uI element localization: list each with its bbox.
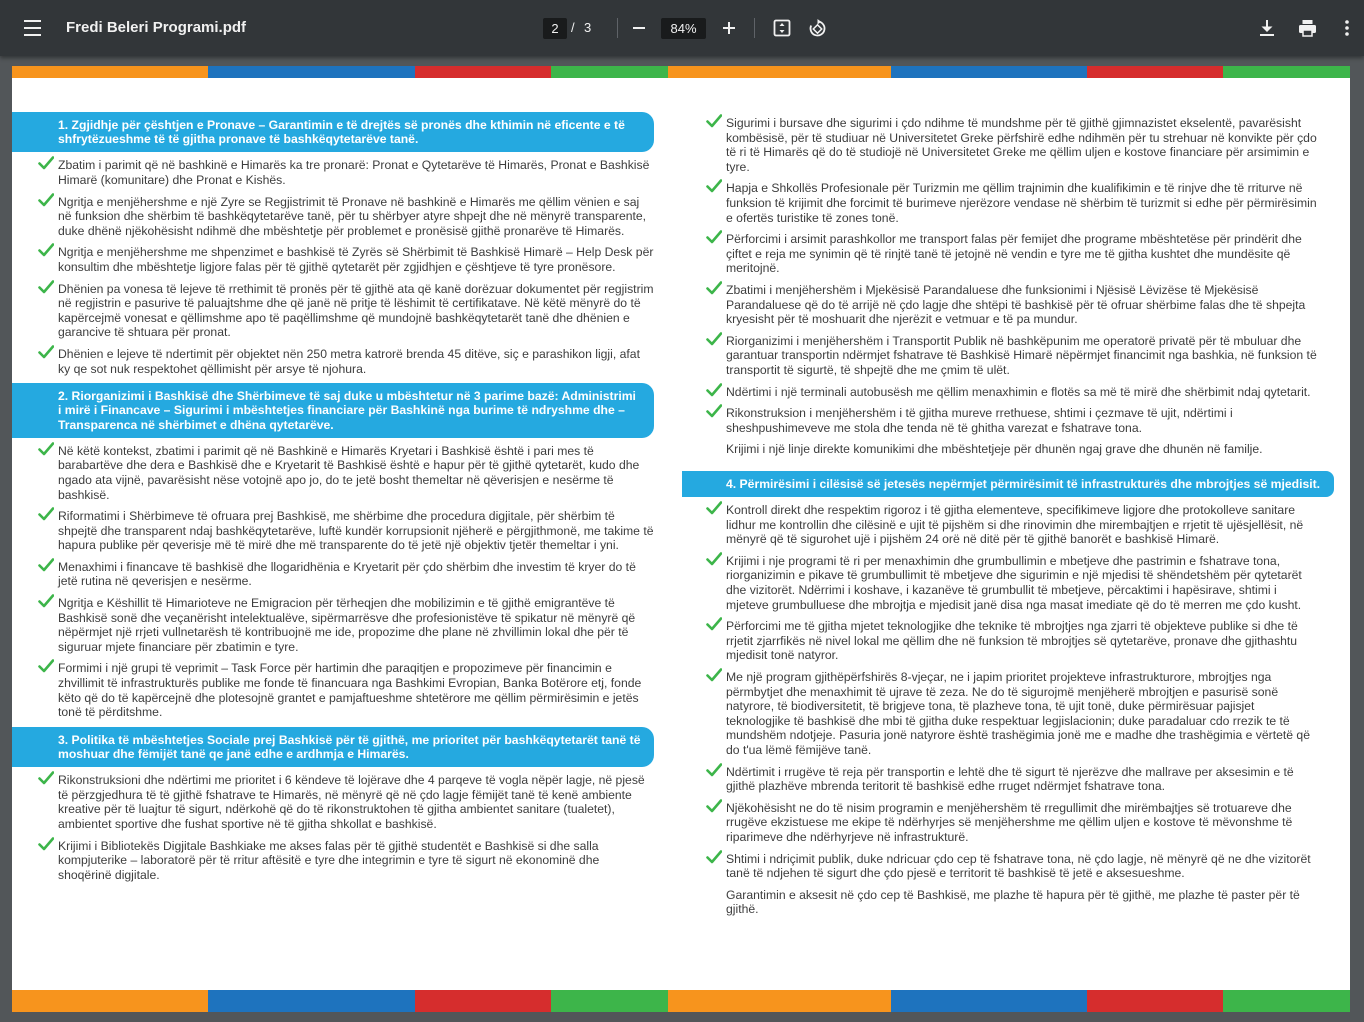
list-item [682,554,1322,612]
list-item-text: Përforcimi i arsimit parashkollor me transport falas për femijet dhe programe mbështetëse për prindërit dhe çiftet e reja me synimin që të rinjtë tanë të jetojnë në vendin e tyre me të gjitha kushtet dhe mundësite që meritojnë. [726,232,1302,276]
check-icon [706,229,722,245]
list-item-text: Përforcimi me të gjitha mjetet teknologjike dhe teknike të mbrojtjes nga zjarri të objekteve publike si dhe të rrjetit zjarrfikës në nivel lokal me qëllim dhe në funksion të mbrojtjes së qytetarëve, pronave dhe gjithashtu mjedisit tonë natyror. [726,619,1298,663]
check-icon [38,506,54,522]
check-icon [38,242,54,258]
list-item [682,334,1322,378]
stripe-segment [891,990,1087,1012]
check-icon [38,770,54,786]
list-item-text: Njëkohësisht ne do të nisim programin e menjëhershëm të rregullimit dhe mirëmbajtjes së trotuareve dhe rrugëve ekzistuese me ekipe të ndërhyrjes së menjëhershme me qëllim uljen e kostove të mëvonshme të riparimeve dhe ndërhyrjeve në infrastrukturë. [726,800,1293,844]
plus-icon[interactable] [718,17,740,39]
top-color-stripe [12,66,1350,78]
check-icon [706,500,722,516]
check-icon [706,762,722,778]
page-number-input[interactable]: 2 [543,18,567,39]
zoom-input[interactable]: 84% [661,18,706,39]
list-item [12,509,654,553]
check-icon [38,658,54,674]
stripe-segment [208,66,415,78]
list-item-text: Kontroll direkt dhe respektim rigoroz i të gjitha elementeve, specifikimeve ligjore dhe protokolleve sanitare lidhur me kontrollin dhe cilësinë e ujit të pijshëm si dhe rinovimin dhe mirembajtjen e rrjetit të ujësjellësit, në mënyrë që të sigurohet ujë i pijshëm 24 orë në ditë për të gjithë banorët e bashkisë Himarë. [726,503,1304,547]
list-item [12,245,654,274]
stripe-segment [208,990,415,1012]
check-icon [706,551,722,567]
list-item-text: Rikonstruksion i menjëhershëm i të gjitha mureve rrethuese, shtimi i çezmave të ujit, ndërtimi i sheshpushimeveve me stola dhe tenda në të ghitha varezat e fshatrave tona. [726,406,1233,435]
toolbar-divider [754,18,755,38]
section-4-note: Garantimin e aksesit në çdo cep të Bashkisë, me plazhe të hapura për të gjithë, me plazhe të paster për të gjithë. [726,887,1300,917]
check-icon [38,836,54,852]
page-separator: / [571,20,575,35]
check-icon [706,616,722,632]
section-4-list [682,503,1322,881]
list-item [682,385,1322,400]
pdf-page [12,66,1350,1012]
list-item-text: Shtimi i ndriçimit publik, duke ndricuar çdo cep të fshatrave tona, në çdo lagje, në mënyrë që ne dhe vizitorët tanë të ndjehen të sigurt dhe çdo pjesë e territorit të bashkisë të jetë e aksesueshme. [726,851,1311,881]
list-item-text: Ngritja e Këshillit të Himarioteve ne Emigracion për tërheqjen dhe mobilizimin e të gjithë emigrantëve të Bashkisë sonë dhe veçanërisht intelektualëve, sipërmarrësve dhe profesionistëve të spikatur në mënyrë që nëpërmjet një rrjeti vullnetarësh të kontribuojnë me ide, propozime dhe plane në zhvillimin lokal dhe për të siguruar mjete financiare për zbatimin e tyre. [58,596,636,654]
section-3-list [12,773,654,882]
check-icon [706,849,722,865]
pdf-toolbar [0,0,1364,56]
stripe-segment [551,66,668,78]
list-item-text: Sigurimi i bursave dhe sigurimi i çdo ndihme të mundshme për të gjithë gjimnazistet ekselentë, pavarësisht kombësisë, për të studiuar në Universitetet Greke përfshirë edhe ndihmën për tu strehuar në konvikte për çdo të ri të Himarës që do të studiojë në Universitetet Greke me qëllim uljen e kostove financiare për arsimimin e tyre. [726,116,1317,174]
stripe-segment [551,990,668,1012]
list-item-text: Zbatim i parimit që në bashkinë e Himarës ka tre pronarë: Pronat e Qytetarëve të Himarës, Pronat e Bashkisë Himarë (komunitare) dhe Pronat e Kishës. [58,158,650,187]
section-heading-1: 1. Zgjidhje për çështjen e Pronave – Garantimin e të drejtës së pronës dhe kthimin në eficente e të shfrytëzueshme të të gjitha pronave të bashkëqytetarëve tanë. [12,112,654,152]
list-item-text: Krijimi i Bibliotekës Digjitale Bashkiake me akses falas për të gjithë studentët e Bashkisë si dhe salla kompjuterike – laboratorë për të rritur aftësitë e tyre dhe integrimin e tyre të sigurt në ekonominë dhe shoqërinë digjitale. [58,838,600,882]
rotate-icon[interactable] [806,17,828,39]
list-item [682,801,1322,845]
stripe-segment [12,990,208,1012]
list-item-text: Në këtë kontekst, zbatimi i parimit që në Bashkinë e Himarës Kryetari i Bashkisë është i pari mes të barabartëve dhe dera e Bashkisë dhe e Kryetarit të Bashkisë është e hapur për të gjithë qytetarët, kudo dhe ngado ata vijnë, pavarësisht nëse votojnë apo jo, do te jetë bosht themeltar në qëverisjen e nesërme të bashkisë. [58,443,640,502]
check-icon [706,113,722,129]
check-icon [38,593,54,609]
list-item [12,282,654,340]
menu-icon[interactable] [20,17,44,39]
list-item-text: Krijimi i nje programi të ri per menaxhimin dhe grumbullimin e mbetjeve dhe pastrimin e fshatrave tona, riorganizimin e pikave të grumbullimit të mbetjeve dhe sigurimin e një mjedisi të shëndetshëm për qytetarët dhe vizitorët. Ndërrimi i koshave, i kazanëve të grumbullit të mbetjeve, përcaktimi i hapësirave, shtimi i mjeteve grumbulluese dhe mbrojtja e mjedisit janë disa nga masat imediate që do të merren me çdo kusht. [726,553,1302,612]
fit-page-icon[interactable] [771,17,793,39]
download-icon[interactable] [1256,17,1278,39]
list-item-text: Formimi i një grupi të veprimit – Task Force për hartimin dhe paraqitjen e propozimeve për financimin e zhvillimit të infrastrukturës publike me fonde të financuara nga Bashkimi Evropian, Banka Botërore etj, fonde këto që do të kapërcejnë dhe plotesojnë grantet e pamjaftueshme shtetërore me qëllim përmirësimin e jetës tonë të përditshme. [58,661,642,720]
stripe-segment [12,66,208,78]
check-icon [38,279,54,295]
list-item [682,283,1322,327]
list-item-text: Zbatimi i menjëhershëm i Mjekësisë Parandaluese dhe funksionimi i Njësisë Lëvizëse të Mjekësisë Parandaluese që do të arrijë në çdo lagje dhe shtëpi të bashkisë për të ofruar shërbime falas dhe të shpejta kryesisht për të moshuarit dhe njerëzit e vetmuar e të pa mundur. [726,282,1306,327]
list-item [12,158,654,187]
stripe-segment [1087,66,1223,78]
list-item [12,347,654,376]
minus-icon[interactable] [628,17,650,39]
list-item [12,560,654,589]
list-item [682,619,1322,663]
list-item [12,596,654,654]
section-1-list [12,158,654,376]
list-item [12,195,654,239]
list-item-text: Rikonstruksioni dhe ndërtimi me prioritet i 6 këndeve të lojërave dhe 4 parqeve të vogla nëpër lagje, në pjesë të përzgjedhura të të gjithë fshatrave te Himarës, në mënyrë që në çdo lagje fëmijët tanë të kenë ambiente kreative për të luajtur të sigurt, ndërkohë që do të rikonstruktohen të gjitha ambientet sanitare (tualetet), ambientet sportive dhe fushat sportive në të gjitha shkollat e bashkisë. [58,773,645,832]
check-icon [38,441,54,457]
check-icon [706,331,722,347]
stripe-segment [1223,990,1350,1012]
check-icon [706,280,722,296]
stripe-segment [668,66,891,78]
list-item-text: Ngritja e menjëhershme me shpenzimet e bashkisë të Zyrës së Shërbimit të Bashkisë Himarë – Help Desk për konsultim dhe mbështetje ligjore falas për të gjithë qytetarët për zgjidhjen e çështjeve të tyre pronësore. [58,245,654,274]
check-icon [38,344,54,360]
check-icon [38,192,54,208]
check-icon [706,798,722,814]
stripe-segment [415,66,551,78]
list-item [682,765,1322,794]
bottom-color-stripe [12,990,1350,1012]
toolbar-divider [617,18,618,38]
list-item [682,181,1322,225]
list-item [682,232,1322,276]
section-3-continued-list [682,116,1322,435]
stripe-segment [668,990,891,1012]
list-item-text: Me një program gjithëpërfshirës 8-vjeçar, ne i japim prioritet projekteve infrastrukturore, mbrojtjes nga përmbytjet dhe menaxhimit të ujrave të zeza. Ne do të sigurojmë menjëherë mbrojtjen e pasurisë sonë natyrore, të biodiversitetit, të brigjeve tona, të plazheve tona, të ujit tonë, duke përmirësuar pajisjet teknologjike të bashkisë dhe mbi të gjitha duke respektuar legjislacionin; duke paradaluar cdo rrezik te të mundshëm ndotjeje. Pasuria jonë natyrore është trashëgimia jonë me e madhe dhe trashëgimia e vërtetë që do t'ua lëmë fëmijëve tanë. [726,670,1310,757]
stripe-segment [1087,990,1223,1012]
section-heading-3: 3. Politika të mbështetjes Sociale prej Bashkisë për të gjithë, me prioritet për bashkëqytetarët tanë të moshuar dhe fëmijët tanë qe janë edhe e ardhmja e Himarës. [12,727,654,767]
list-item [682,503,1322,547]
list-item [12,839,654,883]
list-item [12,773,654,831]
stripe-segment [1223,66,1350,78]
list-item [682,852,1322,881]
section-heading-4: 4. Përmirësimi i cilësisë së jetesës nepërmjet përmirësimit të infrastrukturës dhe mbrojtjes së mjedisit. [682,471,1334,497]
stripe-segment [891,66,1087,78]
list-item [682,406,1322,435]
page-total: 3 [584,20,592,35]
stripe-segment [415,990,551,1012]
list-item [12,444,654,502]
check-icon [38,155,54,171]
check-icon [706,667,722,683]
list-item-text: Ngritja e menjëhershme e një Zyre se Regjistrimit të Pronave në bashkinë e Himarës me qëllim vënien e saj në funksion dhe shërbim të bashkëqytetarëve tanë, për tu shërbyer atyre shpejt dhe në mënyrë transparente, duke dhënë njëkohësisht ndihmë dhe mbështetje për problemet e pronësisë gjithë pronarëve të Himarës. [58,194,647,238]
list-item-text: Dhënien pa vonesa të lejeve të rrethimit të pronës për të gjithë ata që kanë dorëzuar dokumentet për regjistrim në regjistrin e pasurive të paluajtshme dhe që janë në pritje të lëshimit të certifikatave. Në këtë mënyrë do të kapërcejmë vonesat e qëllimshme apo të paqëllimshme që mundojnë bashkëqytetarët tanë dhe dhënien e garancive të shtuara për pronat. [58,281,654,340]
section-heading-2: 2. Riorganizimi i Bashkisë dhe Shërbimeve të saj duke u mbështetur në 3 parime bazë: Administrimi i mirë i Financave – Sigurimi i mbështetjes financiare për Bashkinë nga burime të ndryshme dhe – Transparenca në shërbimet e dhëna qytetarëve. [12,383,654,438]
check-icon [706,403,722,419]
section-3-note: Krijimi i një linje direkte komunikimi dhe mbështetjeje për dhunën ngaj grave dhe dhunën në familje. [726,442,1263,457]
list-item-text: Riorganizimi i menjëhershëm i Transportit Publik në bashkëpunim me operatorë privatë për të mbuluar dhe garantuar transportin ndërmjet fshatrave të Bashkisë Himarë nëpërmjet financimit nga bashkia, në funksion të transportit të sigurtë, të shpejtë dhe me çmim të ulët. [726,333,1317,377]
left-column [12,112,654,889]
more-vertical-icon[interactable] [1336,17,1358,39]
list-item-text: Ndërtimit i rrugëve të reja për transportin e lehtë dhe të sigurt të njerëzve dhe mallrave per aksesimin e të gjithë plazhëve mbrenda teritorit të bashkisë edhe rruget ndërmjet fshatrave tona. [726,764,1294,794]
document-title: Fredi Beleri Programi.pdf [66,19,247,36]
check-icon [38,557,54,573]
check-icon [706,178,722,194]
list-item-text: Riformatimi i Shërbimeve të ofruara prej Bashkisë, me shërbime dhe procedura digjitale, për shërbim të shpejtë dhe transparent ndaj bashkëqytetarëve, luftë kundër korrupsionit njëherë e përgjithmonë, me takime të hapura publike për qeverisje më të mirë dhe më transparente do të jetë një objektiv tjetër themeltar i yni. [58,509,654,553]
section-2-list [12,444,654,720]
list-item-text: Hapja e Shkollës Profesionale për Turizmin me qëllim trajnimin dhe kualifikimin e të rinjve dhe të rriturve në funksion të krijimit dhe forcimit të burimeve njerëzore vendase në shërbim të turizmit si edhe për përmirësimin e ofertës turistike të zones tonë. [726,181,1317,225]
list-item-text: Ndërtimi i një terminali autobusësh me qëllim menaxhimin e flotës sa më të mirë dhe shërbimit ndaj qytetarit. [726,384,1311,399]
list-item [682,116,1322,174]
list-item [682,670,1322,758]
list-item-text: Dhënien e lejeve të ndertimit për objektet nën 250 metra katrorë brenda 45 ditëve, siç e parashikon ligji, afat ky qe sot nuk respektohet qëllimisht për arsye të njohura. [58,346,640,376]
right-column [682,116,1322,924]
list-item-text: Menaxhimi i financave të bashkisë dhe llogaridhënia e Kryetarit për çdo shërbim dhe investim të kryer do të jetë rutina në qeverisjen e nesërme. [58,559,636,589]
list-item [12,661,654,719]
print-icon[interactable] [1296,17,1318,39]
check-icon [706,382,722,398]
